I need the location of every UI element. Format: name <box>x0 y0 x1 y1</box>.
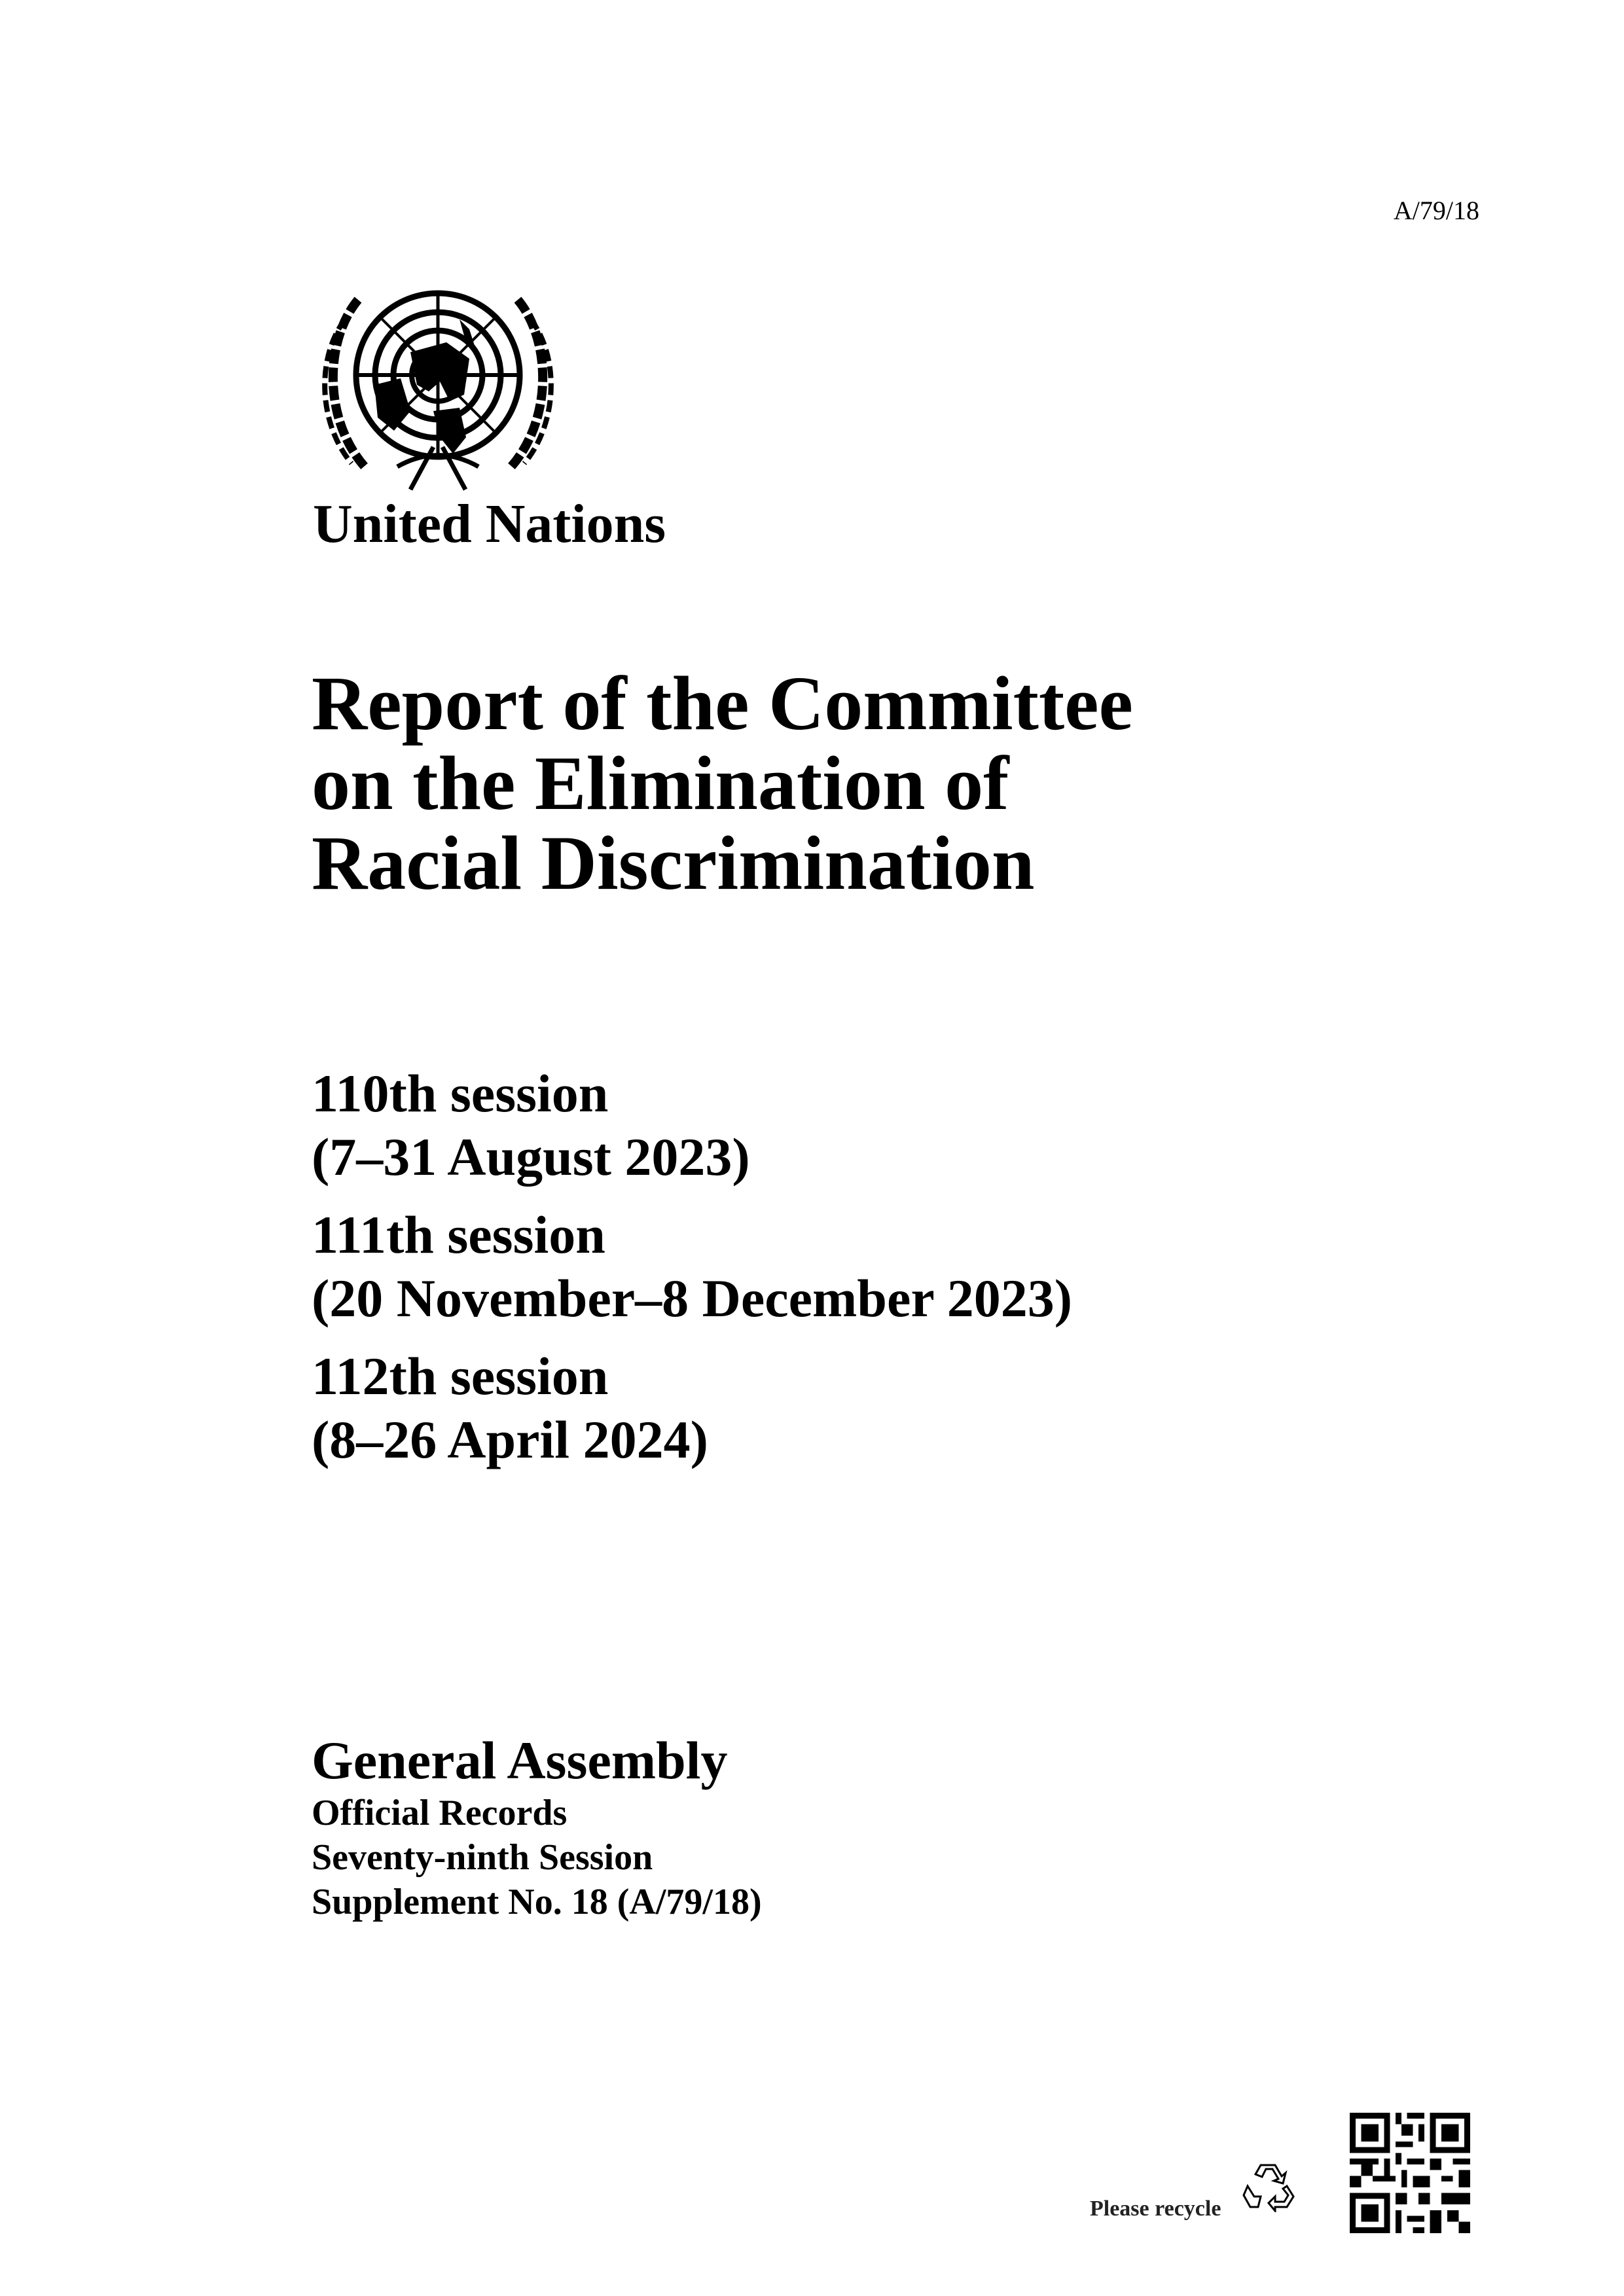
session-item <box>312 1062 1072 1189</box>
session-dates: (8–26 April 2024) <box>312 1410 708 1469</box>
organization-name: United Nations <box>313 493 666 554</box>
session-name: 110th session <box>312 1064 609 1123</box>
records-line: Seventy-ninth Session <box>312 1837 653 1878</box>
session-dates: (7–31 August 2023) <box>312 1127 750 1187</box>
records-line: Supplement No. 18 (A/79/18) <box>312 1882 762 1922</box>
un-emblem-icon <box>312 280 564 491</box>
session-item <box>312 1203 1072 1330</box>
qr-code <box>1350 2113 1470 2233</box>
sessions-list <box>312 1062 1072 1486</box>
session-item <box>312 1344 1072 1471</box>
title-line: Racial Discrimination <box>312 820 1035 906</box>
document-symbol: A/79/18 <box>1393 196 1479 225</box>
report-title <box>312 660 1133 906</box>
official-records <box>312 1791 762 1924</box>
recycle-icon <box>1242 2160 1295 2212</box>
session-dates: (20 November–8 December 2023) <box>312 1268 1073 1328</box>
title-line: on the Elimination of <box>312 740 1009 826</box>
recycle-text: Please recycle <box>1090 2197 1221 2221</box>
records-line: Official Records <box>312 1793 568 1833</box>
session-name: 111th session <box>312 1205 605 1265</box>
session-name: 112th session <box>312 1346 609 1406</box>
body-name: General Assembly <box>312 1731 728 1790</box>
title-line: Report of the Committee <box>312 660 1133 746</box>
